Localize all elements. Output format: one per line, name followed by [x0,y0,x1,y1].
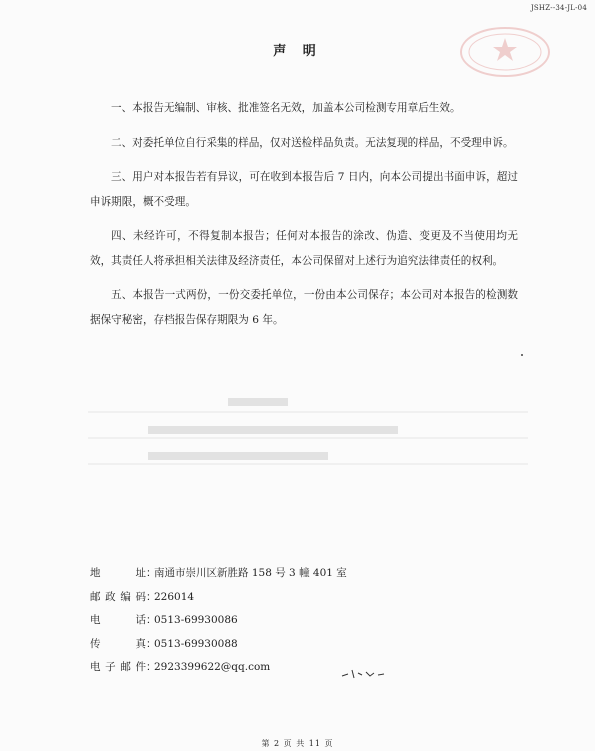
contact-phone: 电 话：0513-69930086 [90,609,510,633]
postcode-value: 226014 [154,590,195,603]
email-value: 2923399622@qq.com [154,661,271,673]
postcode-label: 邮政编码 [90,590,146,603]
page-number-footer: 第 2 页 共 11 页 [261,739,334,748]
contact-postcode: 邮政编码：226014 [90,586,510,610]
declaration-item-2: 二、对委托单位自行采集的样品，仅对送检样品负责。无法复现的样品，不受理申诉。 [111,136,514,149]
contact-fax: 传 真：0513-69930088 [90,633,510,657]
document-code: JSHZ--34-JL-04 [530,4,587,12]
contact-email: 电子邮件：2923399622@qq.com [90,656,510,680]
page-title: 声 明 [273,44,322,59]
phone-value: 0513-69930086 [154,614,238,626]
declaration-item-4: 四、未经许可，不得复制本报告；任何对本报告的涂改、伪造、变更及不当使用均无效，其责任人将承担相关法律及经济责任，本公司保留对上述行为追究法律责任的权利。 [90,230,518,267]
declaration-item-5: 五、本报告一式两份，一份交委托单位，一份由本公司保存；本公司对本报告的检测数据保守秘密，存档报告保存期限为 6 年。 [90,289,518,326]
contact-block [90,562,510,680]
declaration-item-1: 一、本报告无编制、审核、批准签名无效，加盖本公司检测专用章后生效。 [111,102,461,114]
declaration-body [90,96,518,342]
address-value: 南通市崇川区新胜路 158 号 3 幢 401 室 [154,567,347,579]
email-label: 电子邮件 [90,661,146,673]
ink-mark [340,664,388,684]
declaration-item-3: 三、用户对本报告若有异议，可在收到本报告后 7 日内，向本公司提出书面申诉，超过申诉期限，概不受理。 [90,171,518,208]
contact-address: 地 址：南通市崇川区新胜路 158 号 3 幢 401 室 [90,562,510,586]
address-label: 地 址 [90,567,146,579]
fax-value: 0513-69930088 [154,637,238,650]
fax-label: 传 真 [90,637,146,650]
phone-label: 电 话 [90,614,146,626]
bleed-through-table-lines [88,390,528,480]
scan-speck [521,354,523,356]
